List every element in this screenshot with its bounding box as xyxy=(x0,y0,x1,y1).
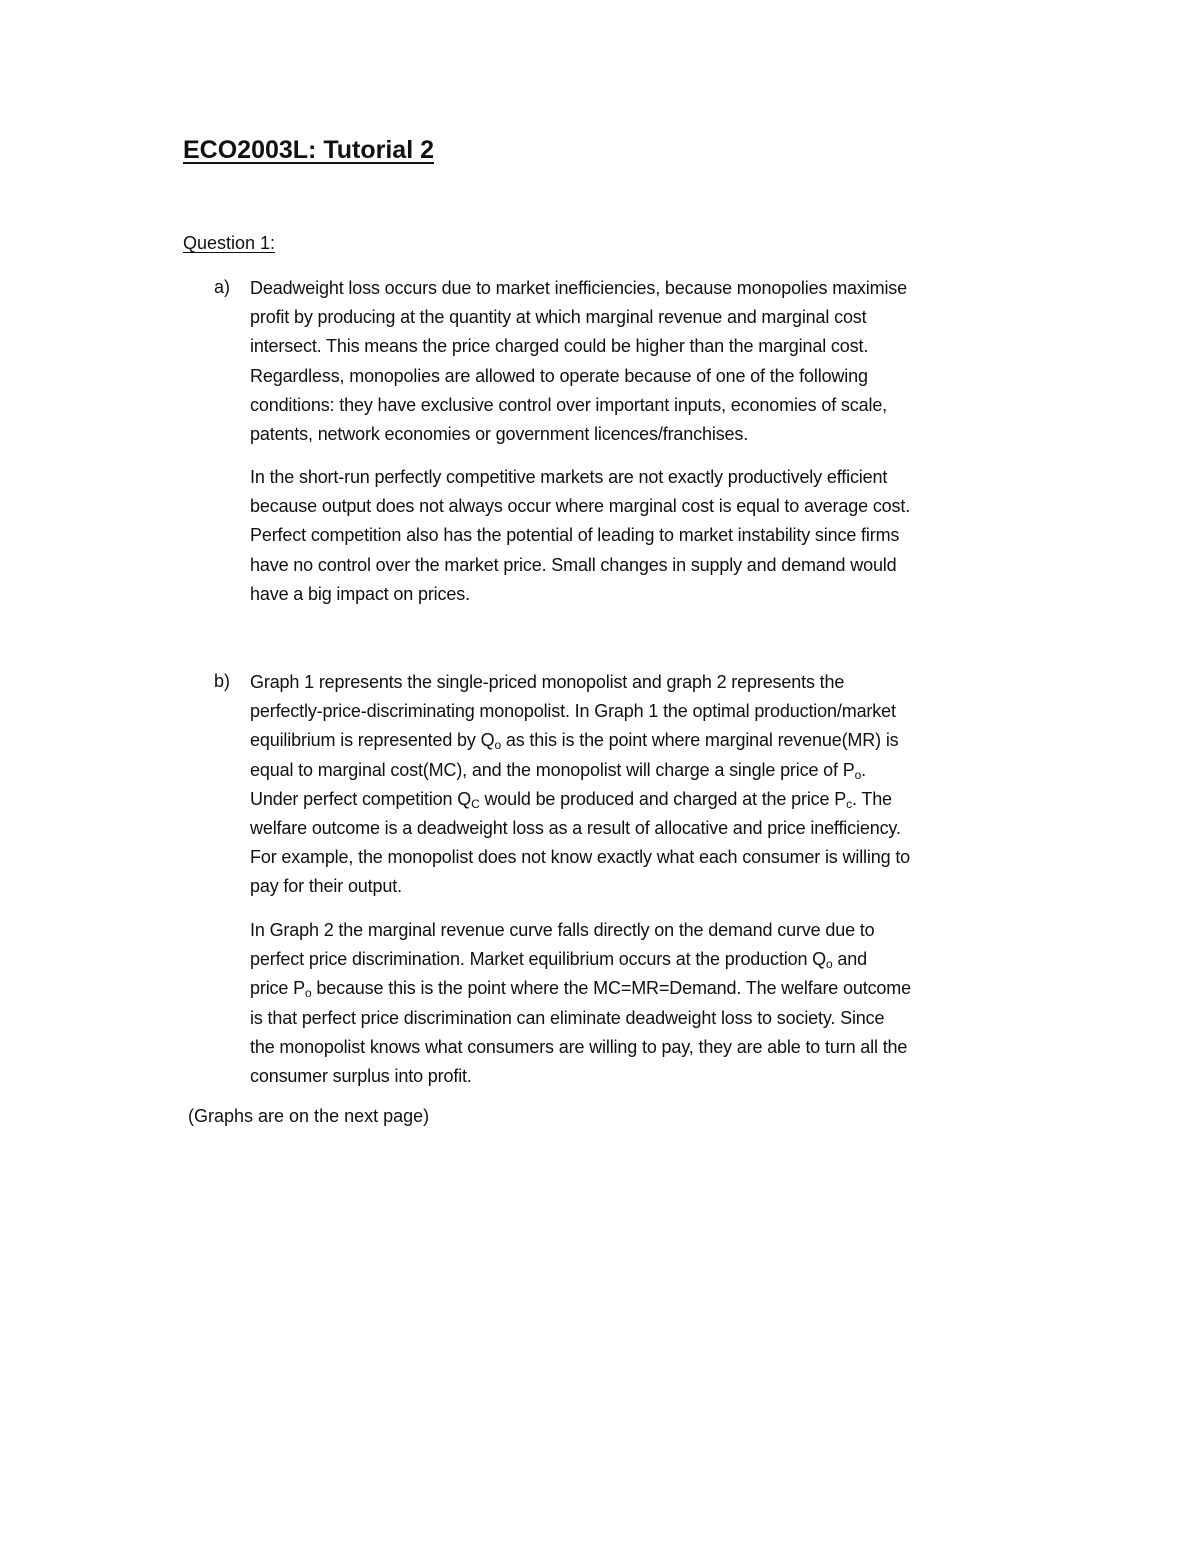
document-title: ECO2003L: Tutorial 2 xyxy=(183,136,434,164)
text-line: conditions: they have exclusive control over important inputs, economies of scale, xyxy=(250,394,888,415)
graphs-note: (Graphs are on the next page) xyxy=(188,1106,430,1126)
part-b-paragraph-1 xyxy=(250,668,1020,902)
text-line: intersect. This means the price charged could be higher than the marginal cost. xyxy=(250,336,869,357)
text-line: Under perfect competition $Q_C$ would be produced and charged at the price $P_c$. The xyxy=(250,788,892,811)
text-line: pay for their output. xyxy=(250,876,402,897)
text-line: have no control over the market price. Small changes in supply and demand would xyxy=(250,554,897,575)
text-line: patents, network economies or government licences/franchises. xyxy=(250,424,749,445)
text-line: welfare outcome is a deadweight loss as a result of allocative and price inefficiency. xyxy=(250,818,901,839)
text-line: In Graph 2 the marginal revenue curve falls directly on the demand curve due to xyxy=(250,920,875,940)
text-line: Regardless, monopolies are allowed to operate because of one of the following xyxy=(250,365,868,386)
text-line: equal to marginal cost(MC), and the monopolist will charge a single price of $P_o$. xyxy=(250,759,866,782)
part-a-marker: a) xyxy=(214,277,231,297)
text-line: the monopolist knows what consumers are willing to pay, they are able to turn all the xyxy=(250,1036,908,1057)
text-line: consumer surplus into profit. xyxy=(250,1066,472,1087)
text-line: perfect price discrimination. Market equilibrium occurs at the production $Q_o$ and xyxy=(250,949,867,972)
text-line: Graph 1 represents the single-priced monopolist and graph 2 represents the xyxy=(250,672,845,692)
part-a-paragraph-1 xyxy=(250,274,1020,449)
part-b-marker: b) xyxy=(214,671,231,691)
text-line: In the short-run perfectly competitive markets are not exactly productively efficient xyxy=(250,467,888,487)
text-line: equilibrium is represented by $Q_o$ as this is the point where marginal revenue(MR) is xyxy=(250,730,899,753)
text-line: For example, the monopolist does not know exactly what each consumer is willing to xyxy=(250,847,911,868)
text-line: profit by producing at the quantity at which marginal revenue and marginal cost xyxy=(250,307,867,328)
text-line: Deadweight loss occurs due to market inefficiencies, because monopolies maximise xyxy=(250,278,907,298)
part-a-paragraph-2 xyxy=(250,463,1020,609)
text-line: is that perfect price discrimination can eliminate deadweight loss to society. Since xyxy=(250,1007,885,1028)
text-line: price $P_o$ because this is the point where the MC=MR=Demand. The welfare outcome xyxy=(250,978,911,1001)
question-heading: Question 1: xyxy=(183,233,276,253)
text-line: have a big impact on prices. xyxy=(250,583,470,604)
text-line: perfectly-price-discriminating monopolist. In Graph 1 the optimal production/market xyxy=(250,701,896,722)
text-line: because output does not always occur where marginal cost is equal to average cost. xyxy=(250,496,911,517)
part-b-paragraph-2 xyxy=(250,916,1020,1091)
text-line: Perfect competition also has the potential of leading to market instability since firms xyxy=(250,525,900,546)
